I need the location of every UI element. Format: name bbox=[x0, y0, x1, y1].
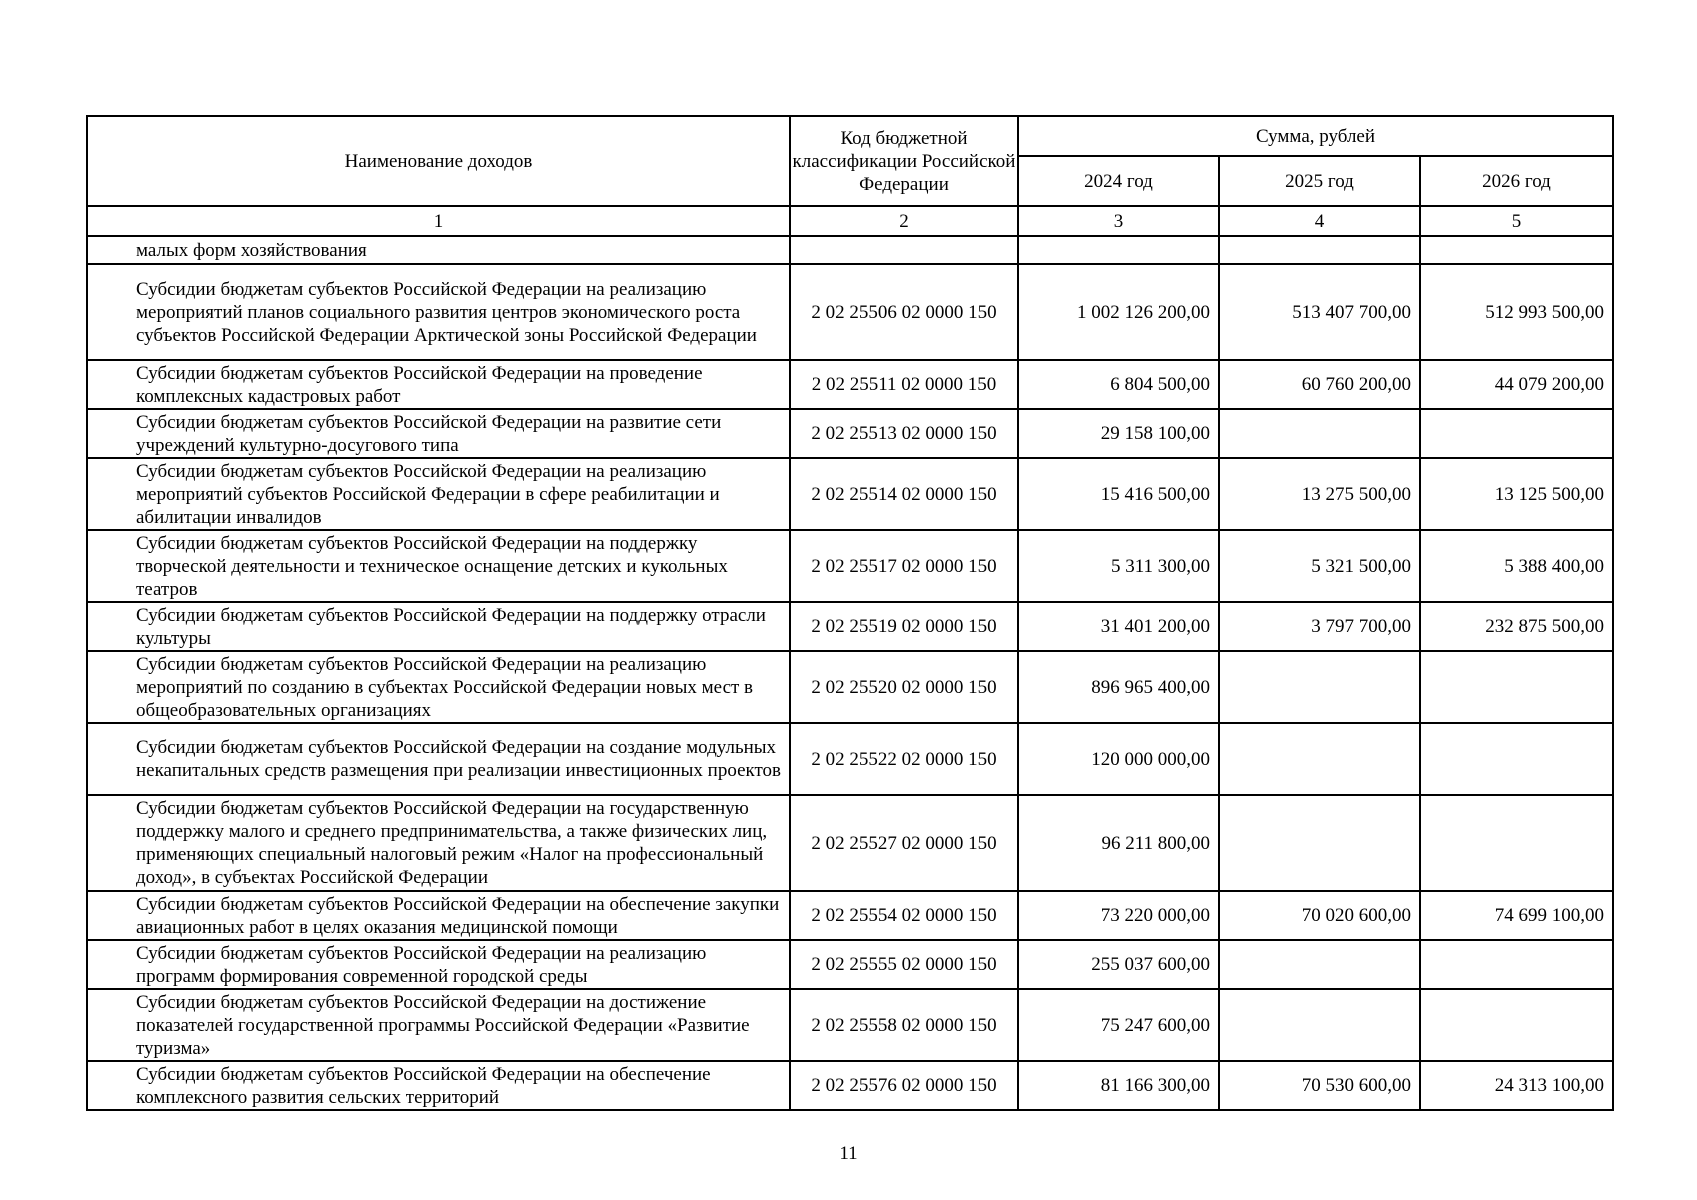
revenue-table bbox=[86, 115, 1614, 1111]
table-row bbox=[87, 989, 1613, 1061]
table-row bbox=[87, 264, 1613, 360]
table-row bbox=[87, 940, 1613, 989]
table-row bbox=[87, 723, 1613, 795]
amount-2025: 70 530 600,00 bbox=[1219, 1061, 1420, 1110]
amount-2025 bbox=[1219, 989, 1420, 1061]
table-row bbox=[87, 236, 1613, 264]
revenue-name: Субсидии бюджетам субъектов Российской Федерации на создание модульных некапитальных средств размещения при реализации инвестиционных проектов bbox=[87, 723, 790, 795]
budget-code: 2 02 25506 02 0000 150 bbox=[790, 264, 1018, 360]
revenue-name: Субсидии бюджетам субъектов Российской Федерации на реализацию мероприятий субъектов Российской Федерации в сфере реабилитации и абилитации инвалидов bbox=[87, 458, 790, 530]
budget-code: 2 02 25513 02 0000 150 bbox=[790, 409, 1018, 458]
budget-code: 2 02 25517 02 0000 150 bbox=[790, 530, 1018, 602]
revenue-name: Субсидии бюджетам субъектов Российской Федерации на реализацию мероприятий планов социального развития центров экономического роста субъектов Российской Федерации Арктической зоны Российской Федерации bbox=[87, 264, 790, 360]
revenue-name: малых форм хозяйствования bbox=[87, 236, 790, 264]
budget-code: 2 02 25522 02 0000 150 bbox=[790, 723, 1018, 795]
header-sum: Сумма, рублей bbox=[1018, 116, 1613, 156]
table-row bbox=[87, 651, 1613, 723]
amount-2026 bbox=[1420, 989, 1613, 1061]
amount-2026: 24 313 100,00 bbox=[1420, 1061, 1613, 1110]
amount-2024: 96 211 800,00 bbox=[1018, 795, 1219, 891]
budget-code: 2 02 25511 02 0000 150 bbox=[790, 360, 1018, 409]
table-row bbox=[87, 602, 1613, 651]
amount-2026 bbox=[1420, 409, 1613, 458]
amount-2026 bbox=[1420, 795, 1613, 891]
amount-2024: 73 220 000,00 bbox=[1018, 891, 1219, 940]
amount-2026: 13 125 500,00 bbox=[1420, 458, 1613, 530]
amount-2025: 5 321 500,00 bbox=[1219, 530, 1420, 602]
revenue-name: Субсидии бюджетам субъектов Российской Федерации на обеспечение комплексного развития сельских территорий bbox=[87, 1061, 790, 1110]
revenue-name: Субсидии бюджетам субъектов Российской Федерации на поддержку отрасли культуры bbox=[87, 602, 790, 651]
header-revenue-name: Наименование доходов bbox=[87, 116, 790, 206]
table-row bbox=[87, 458, 1613, 530]
table-row bbox=[87, 795, 1613, 891]
revenue-name: Субсидии бюджетам субъектов Российской Федерации на реализацию программ формирования современной городской среды bbox=[87, 940, 790, 989]
amount-2025: 3 797 700,00 bbox=[1219, 602, 1420, 651]
table-row bbox=[87, 1061, 1613, 1110]
amount-2025: 13 275 500,00 bbox=[1219, 458, 1420, 530]
amount-2025 bbox=[1219, 723, 1420, 795]
amount-2026 bbox=[1420, 940, 1613, 989]
amount-2024: 6 804 500,00 bbox=[1018, 360, 1219, 409]
amount-2024: 81 166 300,00 bbox=[1018, 1061, 1219, 1110]
header-year-2026: 2026 год bbox=[1420, 156, 1613, 206]
revenue-name: Субсидии бюджетам субъектов Российской Федерации на развитие сети учреждений культурно-досугового типа bbox=[87, 409, 790, 458]
amount-2024: 5 311 300,00 bbox=[1018, 530, 1219, 602]
amount-2025: 70 020 600,00 bbox=[1219, 891, 1420, 940]
amount-2026: 74 699 100,00 bbox=[1420, 891, 1613, 940]
table-row bbox=[87, 409, 1613, 458]
column-number: 5 bbox=[1420, 206, 1613, 236]
revenue-name: Субсидии бюджетам субъектов Российской Федерации на обеспечение закупки авиационных работ в целях оказания медицинской помощи bbox=[87, 891, 790, 940]
amount-2024 bbox=[1018, 236, 1219, 264]
revenue-name: Субсидии бюджетам субъектов Российской Федерации на проведение комплексных кадастровых работ bbox=[87, 360, 790, 409]
column-number: 2 bbox=[790, 206, 1018, 236]
header-budget-code: Код бюджетной классификации Российской Федерации bbox=[790, 116, 1018, 206]
table-row bbox=[87, 891, 1613, 940]
budget-code: 2 02 25520 02 0000 150 bbox=[790, 651, 1018, 723]
amount-2025: 513 407 700,00 bbox=[1219, 264, 1420, 360]
amount-2024: 120 000 000,00 bbox=[1018, 723, 1219, 795]
budget-code: 2 02 25519 02 0000 150 bbox=[790, 602, 1018, 651]
header-year-2025: 2025 год bbox=[1219, 156, 1420, 206]
table-row bbox=[87, 530, 1613, 602]
budget-code bbox=[790, 236, 1018, 264]
budget-code: 2 02 25576 02 0000 150 bbox=[790, 1061, 1018, 1110]
revenue-name: Субсидии бюджетам субъектов Российской Федерации на поддержку творческой деятельности и техническое оснащение детских и кукольных театров bbox=[87, 530, 790, 602]
amount-2025: 60 760 200,00 bbox=[1219, 360, 1420, 409]
amount-2025 bbox=[1219, 409, 1420, 458]
amount-2025 bbox=[1219, 940, 1420, 989]
amount-2024: 255 037 600,00 bbox=[1018, 940, 1219, 989]
budget-code: 2 02 25514 02 0000 150 bbox=[790, 458, 1018, 530]
amount-2025 bbox=[1219, 795, 1420, 891]
column-number: 3 bbox=[1018, 206, 1219, 236]
revenue-name: Субсидии бюджетам субъектов Российской Федерации на реализацию мероприятий по созданию в субъектах Российской Федерации новых мест в общеобразовательных организациях bbox=[87, 651, 790, 723]
budget-code: 2 02 25558 02 0000 150 bbox=[790, 989, 1018, 1061]
amount-2024: 29 158 100,00 bbox=[1018, 409, 1219, 458]
budget-code: 2 02 25527 02 0000 150 bbox=[790, 795, 1018, 891]
amount-2025 bbox=[1219, 236, 1420, 264]
amount-2025 bbox=[1219, 651, 1420, 723]
table-row bbox=[87, 360, 1613, 409]
revenue-name: Субсидии бюджетам субъектов Российской Федерации на достижение показателей государственной программы Российской Федерации «Развитие туризма» bbox=[87, 989, 790, 1061]
revenue-name: Субсидии бюджетам субъектов Российской Федерации на государственную поддержку малого и среднего предпринимательства, а также физических лиц, применяющих специальный налоговый режим «Налог на профессиональный доход», в субъектах Российской Федерации bbox=[87, 795, 790, 891]
column-number: 4 bbox=[1219, 206, 1420, 236]
amount-2024: 15 416 500,00 bbox=[1018, 458, 1219, 530]
amount-2026 bbox=[1420, 236, 1613, 264]
page-number: 11 bbox=[839, 1143, 858, 1164]
amount-2024: 31 401 200,00 bbox=[1018, 602, 1219, 651]
amount-2026: 44 079 200,00 bbox=[1420, 360, 1613, 409]
amount-2024: 75 247 600,00 bbox=[1018, 989, 1219, 1061]
header-year-2024: 2024 год bbox=[1018, 156, 1219, 206]
amount-2026: 232 875 500,00 bbox=[1420, 602, 1613, 651]
amount-2026: 512 993 500,00 bbox=[1420, 264, 1613, 360]
amount-2026 bbox=[1420, 723, 1613, 795]
budget-code: 2 02 25554 02 0000 150 bbox=[790, 891, 1018, 940]
amount-2026: 5 388 400,00 bbox=[1420, 530, 1613, 602]
column-number: 1 bbox=[87, 206, 790, 236]
budget-code: 2 02 25555 02 0000 150 bbox=[790, 940, 1018, 989]
amount-2024: 1 002 126 200,00 bbox=[1018, 264, 1219, 360]
amount-2024: 896 965 400,00 bbox=[1018, 651, 1219, 723]
amount-2026 bbox=[1420, 651, 1613, 723]
